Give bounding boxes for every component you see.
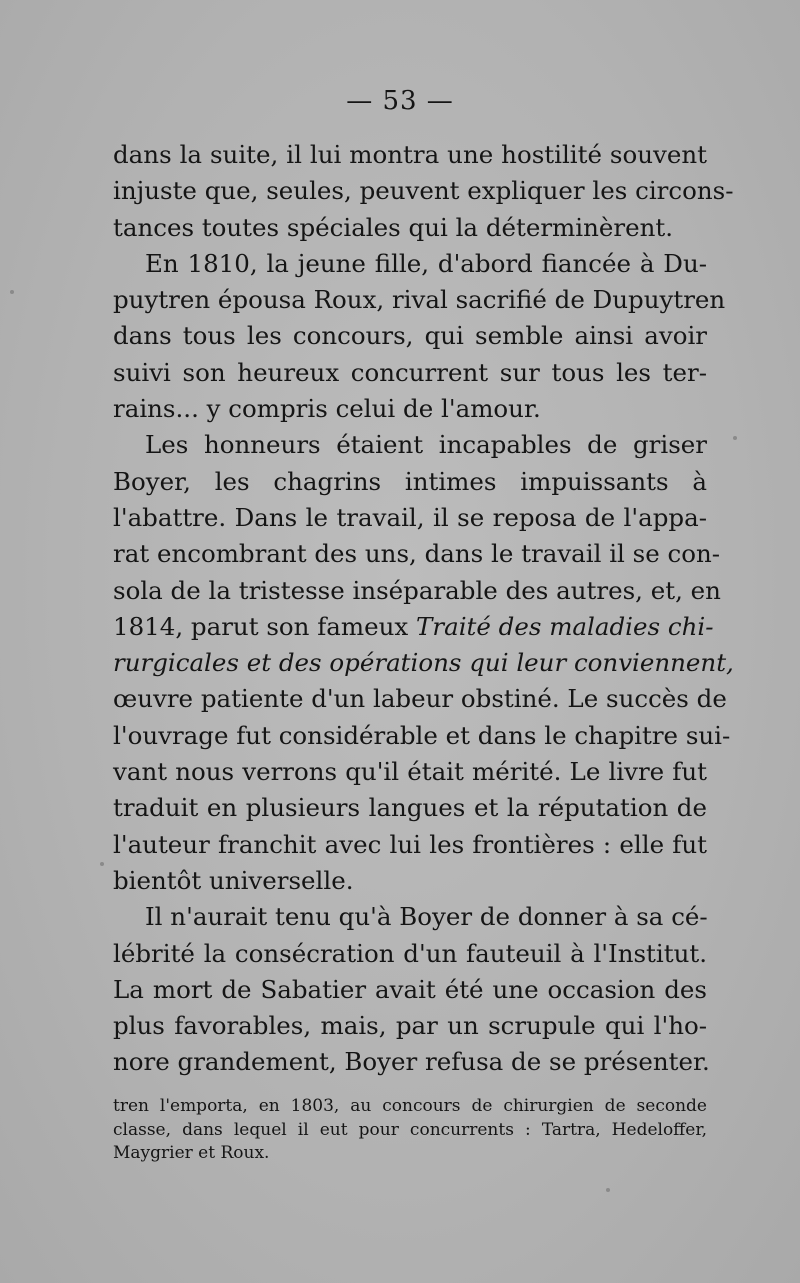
paper-speck: [10, 290, 14, 294]
text-line: [113, 645, 734, 681]
text-line: bientôt universelle.: [113, 865, 354, 895]
body-text: [113, 137, 734, 1081]
text-line: Maygrier et Roux.: [113, 1143, 270, 1163]
paper-speck: [100, 862, 104, 866]
text-line: tances toutes spéciales qui la déterminèrent.: [113, 212, 674, 242]
paragraph-block: [113, 137, 734, 609]
text-line: En 1810, la jeune fille, d'abord fiancée à Du-: [145, 248, 707, 278]
text-line: traduit en plusieurs langues et la réputation de: [113, 793, 707, 823]
paragraph-block: [113, 681, 731, 1080]
text-line: plus favorables, mais, par un scrupule qui l'ho-: [113, 1011, 707, 1041]
book-title-italic: Traité des maladies chi-: [416, 611, 714, 641]
text-line: dans tous les concours, qui semble ainsi avoir: [113, 321, 707, 351]
text-line: tren l'emporta, en 1803, au concours de chirurgien de seconde: [113, 1096, 707, 1116]
text-line: l'abattre. Dans le travail, il se reposa de l'appa-: [113, 502, 707, 532]
line-text: 1814, parut son fameux: [113, 611, 417, 641]
text-line: classe, dans lequel il eut pour concurrents : Tartra, Hedeloffer,: [113, 1119, 707, 1140]
book-title-italic: rurgicales et des opérations qui leur conviennent,: [113, 648, 734, 678]
text-line: rat encombrant des uns, dans le travail il se con-: [113, 539, 721, 569]
text-line: injuste que, seules, peuvent expliquer les circons-: [113, 176, 734, 206]
text-line: Boyer, les chagrins intimes impuissants à: [113, 466, 707, 496]
text-line: puytren épousa Roux, rival sacrifié de Dupuytren: [113, 285, 726, 315]
paper-speck: [606, 1188, 610, 1192]
footnote: [113, 1095, 707, 1166]
text-line: suivi son heureux concurrent sur tous les ter-: [113, 357, 707, 387]
page-header: — 53 —: [346, 86, 454, 116]
paper-speck: [733, 436, 737, 440]
text-line: rains... y compris celui de l'amour.: [113, 394, 541, 424]
text-line: sola de la tristesse inséparable des autres, et, en: [113, 575, 721, 605]
text-line: Les honneurs étaient incapables de griser: [145, 430, 707, 460]
text-line: lébrité la consécration d'un fauteuil à l'Institut.: [113, 938, 707, 968]
text-line: dans la suite, il lui montra une hostilité souvent: [113, 140, 707, 169]
text-line: nore grandement, Boyer refusa de se présenter.: [113, 1047, 710, 1077]
text-line: La mort de Sabatier avait été une occasion des: [113, 974, 707, 1004]
text-line: [113, 609, 714, 645]
text-line: vant nous verrons qu'il était mérité. Le livre fut: [113, 757, 707, 787]
text-line: Il n'aurait tenu qu'à Boyer de donner à sa cé-: [145, 902, 708, 932]
text-line: œuvre patiente d'un labeur obstiné. Le succès de: [113, 684, 727, 714]
text-line: l'ouvrage fut considérable et dans le chapitre sui-: [113, 720, 731, 750]
text-line: l'auteur franchit avec lui les frontières : elle fut: [113, 829, 707, 859]
